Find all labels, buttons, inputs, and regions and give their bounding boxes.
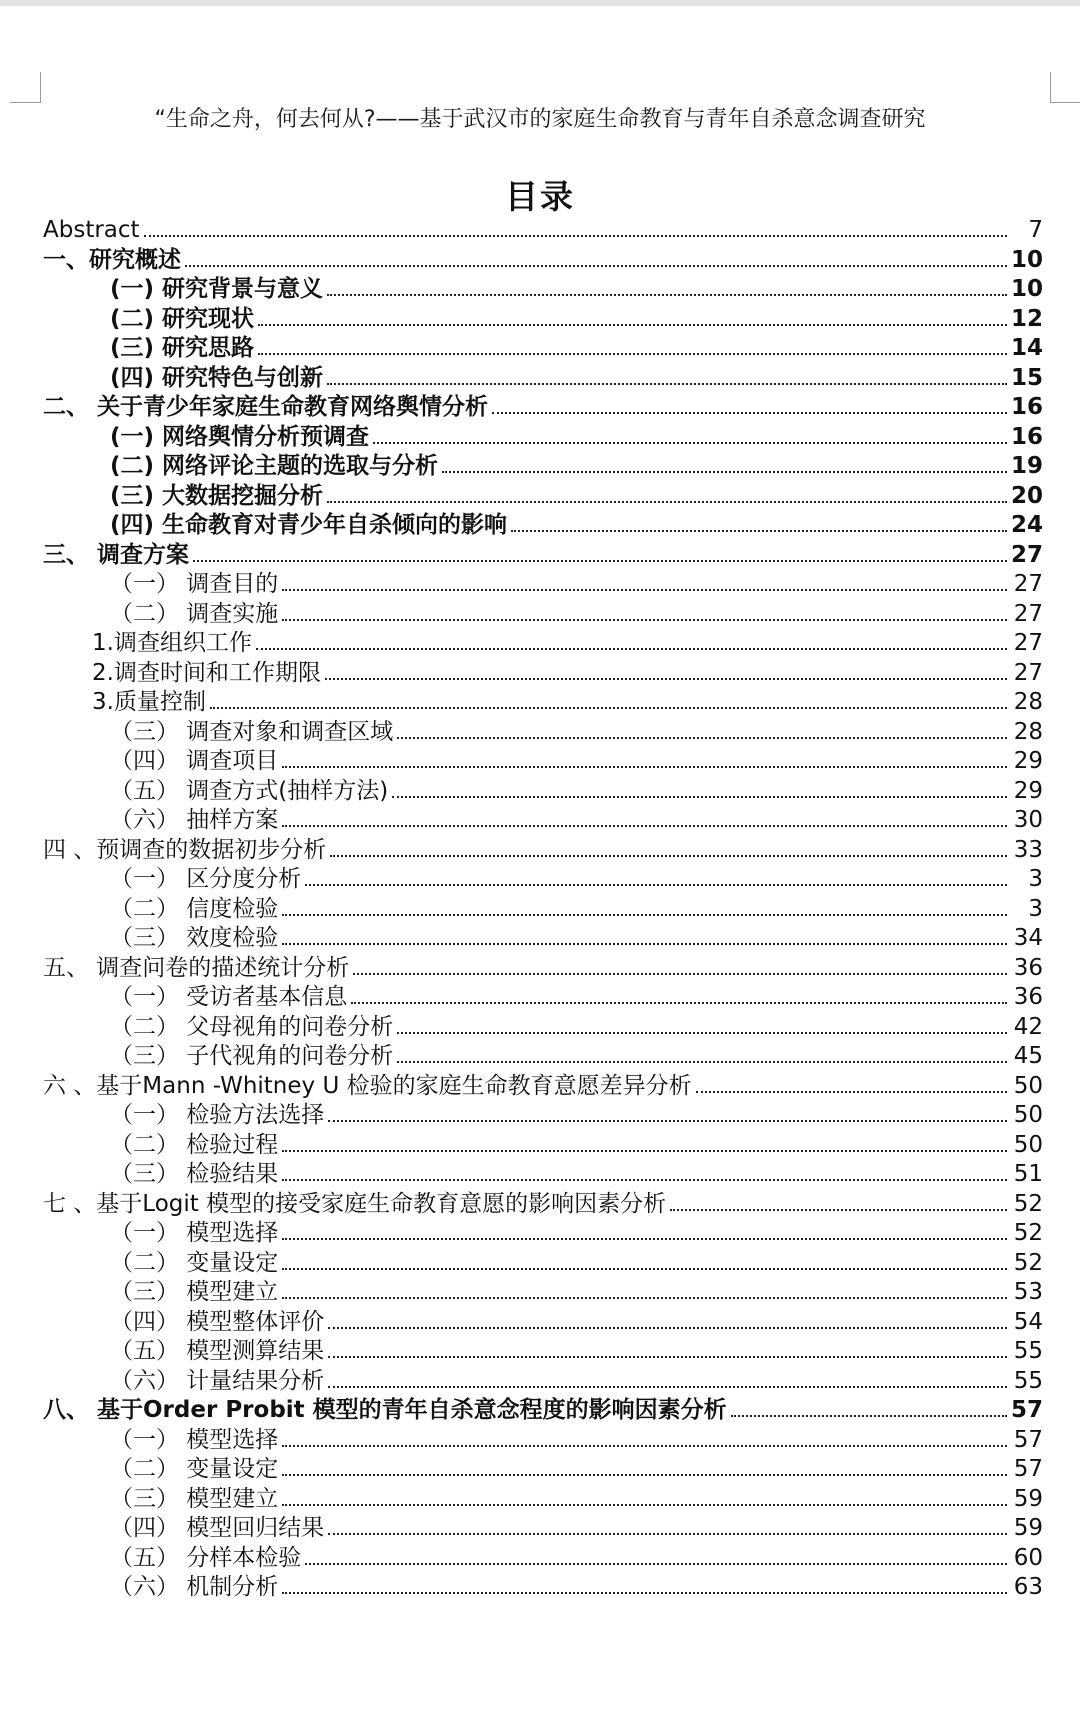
toc-entry[interactable] [0,659,1080,689]
toc-page-number: 34 [1013,925,1043,951]
toc-entry[interactable] [0,1426,1080,1456]
toc-entry-text: （三） 调查对象和调查区域 [110,718,394,745]
toc-leader-dots [282,825,1007,827]
toc-entry[interactable] [0,1278,1080,1308]
toc-leader-dots [282,589,1007,591]
toc-entry-text: （三） 效度检验 [110,925,279,951]
toc-entry-text: 八、 基于Order Probit 模型的青年自杀意念程度的影响因素分析 [43,1397,727,1423]
toc-entry[interactable] [0,305,1080,335]
toc-entry-text: （一） 受访者基本信息 [110,984,348,1010]
toc-page-number: 28 [1013,689,1043,715]
toc-entry-text: (二) 网络评论主题的选取与分析 [110,453,439,479]
toc-entry[interactable] [0,688,1080,718]
toc-entry-text: (四) 研究特色与创新 [110,364,324,391]
toc-page-number: 52 [1013,1190,1043,1217]
toc-page-number: 36 [1013,954,1043,981]
toc-title: 目录 [505,177,575,216]
toc-entry-text: (三) 研究思路 [110,335,255,361]
toc-entry[interactable] [0,983,1080,1013]
toc-entry[interactable] [0,1219,1080,1249]
toc-leader-dots [282,1474,1007,1476]
toc-page-number: 12 [1010,305,1043,332]
toc-entry-text: 六 、基于Mann -Whitney U 检验的家庭生命教育意愿差异分析 [43,1072,692,1099]
toc-entry[interactable] [0,216,1080,246]
toc-page-number: 14 [1010,335,1043,361]
toc-entry[interactable] [0,1396,1080,1426]
toc-leader-dots [327,383,1007,385]
toc-page-number: 54 [1013,1308,1043,1335]
toc-entry[interactable] [0,275,1080,305]
toc-page-number: 16 [1010,423,1043,450]
toc-entry[interactable] [0,364,1080,394]
toc-page-number: 27 [1013,600,1043,627]
toc-entry-text: 1.调查组织工作 [92,630,252,656]
toc-entry-text: （一） 模型选择 [110,1426,279,1453]
toc-entry[interactable] [0,1573,1080,1603]
toc-entry-text: (一) 研究背景与意义 [110,276,324,302]
toc-page-number: 60 [1013,1544,1043,1571]
toc-leader-dots [282,943,1007,945]
toc-page-number: 15 [1010,364,1043,391]
toc-page-number: 51 [1013,1161,1043,1187]
toc-leader-dots [327,294,1007,296]
toc-page-number: 59 [1013,1515,1043,1541]
toc-entry-text: （四） 模型回归结果 [110,1515,325,1541]
toc-entry[interactable] [0,1131,1080,1161]
toc-entry[interactable] [0,806,1080,836]
toc-leader-dots [696,1091,1007,1093]
toc-page-number: 36 [1013,984,1043,1010]
toc-entry-text: （一） 模型选择 [110,1220,279,1246]
toc-leader-dots [305,1563,1007,1565]
toc-leader-dots [258,353,1007,355]
toc-entry[interactable] [0,1072,1080,1102]
toc-page-number: 3 [1028,895,1043,922]
toc-leader-dots [353,973,1007,975]
toc-page-number: 28 [1013,718,1043,745]
toc-page-number: 57 [1010,1397,1043,1423]
toc-entry-text: 三、 调查方案 [43,541,190,568]
toc-leader-dots [397,737,1007,739]
toc-leader-dots [328,1120,1007,1122]
toc-page-number: 30 [1013,807,1043,833]
toc-entry[interactable] [0,1485,1080,1515]
toc-leader-dots [351,1002,1007,1004]
toc-page-number: 50 [1013,1072,1043,1099]
toc-entry-text: 3.质量控制 [92,689,206,715]
toc-entry-text: （六） 抽样方案 [110,807,279,833]
toc-page-number: 19 [1010,453,1043,479]
toc-page-number: 59 [1013,1485,1043,1512]
toc-leader-dots [282,914,1007,916]
toc-leader-dots [397,1032,1007,1034]
toc-entry[interactable] [0,1308,1080,1338]
toc-entry-text: （二） 检验过程 [110,1131,279,1158]
toc-leader-dots [328,1327,1007,1329]
toc-entry-text: （三） 检验结果 [110,1161,279,1187]
toc-leader-dots [328,1533,1007,1535]
toc-page-number: 45 [1013,1043,1043,1069]
toc-leader-dots [193,560,1007,562]
toc-leader-dots [330,855,1007,857]
toc-leader-dots [258,324,1007,326]
toc-leader-dots [328,1386,1007,1388]
toc-entry-text: （四） 模型整体评价 [110,1308,325,1335]
toc-entry-text: 一、研究概述 [43,246,181,273]
toc-entry-text: 二、 关于青少年家庭生命教育网络舆情分析 [43,394,489,420]
toc-entry[interactable] [0,1190,1080,1220]
toc-entry[interactable] [0,423,1080,453]
toc-page-number: 29 [1013,777,1043,804]
toc-entry[interactable] [0,541,1080,571]
toc-leader-dots [256,648,1007,650]
toc-entry-text: 四 、预调查的数据初步分析 [43,836,327,863]
toc-leader-dots [305,884,1007,886]
toc-page-number: 55 [1013,1338,1043,1364]
toc-leader-dots [144,235,1007,237]
crop-mark-left [10,72,41,103]
toc-entry-text: （四） 调查项目 [110,748,279,774]
toc-leader-dots [511,530,1007,532]
toc-entry-text: （一） 检验方法选择 [110,1102,325,1128]
toc-page-number: 24 [1010,512,1043,538]
toc-page-number: 10 [1010,246,1043,273]
viewer-top-bar [0,0,1080,6]
toc-entry-text: （二） 变量设定 [110,1249,279,1276]
toc-entry[interactable] [0,895,1080,925]
toc-entry-text: （三） 子代视角的问卷分析 [110,1043,394,1069]
toc-page-number: 3 [1028,866,1043,892]
toc-page-number: 57 [1013,1426,1043,1453]
toc-leader-dots [328,1356,1007,1358]
toc-entry-text: （五） 调查方式(抽样方法) [110,777,389,804]
toc-leader-dots [282,766,1007,768]
toc-page-number: 16 [1010,394,1043,420]
crop-mark-right [1050,72,1080,103]
toc-entry[interactable] [0,1337,1080,1367]
toc-leader-dots [210,707,1007,709]
toc-page-number: 50 [1013,1131,1043,1158]
toc-page-number: 33 [1013,836,1043,863]
toc-entry[interactable] [0,1013,1080,1043]
toc-page-number: 57 [1013,1456,1043,1482]
toc-entry[interactable] [0,1544,1080,1574]
toc-page-number: 10 [1010,276,1043,302]
toc-entry[interactable] [0,1101,1080,1131]
toc-page-number: 20 [1010,482,1043,509]
toc-entry-text: （二） 调查实施 [110,600,279,627]
toc-leader-dots [282,619,1007,621]
toc-entry[interactable] [0,570,1080,600]
toc-entry[interactable] [0,1455,1080,1485]
toc-leader-dots [282,1592,1007,1594]
toc-entry[interactable] [0,600,1080,630]
toc-entry[interactable] [0,629,1080,659]
toc-entry-text: （一） 区分度分析 [110,866,302,892]
toc-page-number: 63 [1013,1574,1043,1600]
toc-entry-text: （五） 模型测算结果 [110,1338,325,1364]
toc-entry[interactable] [0,924,1080,954]
toc-leader-dots [282,1297,1007,1299]
toc-leader-dots [397,1061,1007,1063]
toc-leader-dots [373,442,1007,444]
toc-entry-text: （五） 分样本检验 [110,1544,302,1571]
toc-entry[interactable] [0,1042,1080,1072]
toc-entry[interactable] [0,334,1080,364]
toc-leader-dots [282,1238,1007,1240]
toc-entry-text: （二） 变量设定 [110,1456,279,1482]
toc-entry[interactable] [0,836,1080,866]
toc-entry-text: （六） 计量结果分析 [110,1367,325,1394]
toc-entry-text: (四) 生命教育对青少年自杀倾向的影响 [110,512,508,538]
toc-leader-dots [442,471,1007,473]
toc-entry-text: （三） 模型建立 [110,1279,279,1305]
toc-entry[interactable] [0,393,1080,423]
toc-entry-text: （三） 模型建立 [110,1485,279,1512]
toc-leader-dots [282,1445,1007,1447]
toc-entry[interactable] [0,1514,1080,1544]
toc-entry[interactable] [0,747,1080,777]
toc-entry[interactable] [0,246,1080,276]
toc-page-number: 52 [1013,1249,1043,1276]
toc-entry[interactable] [0,1160,1080,1190]
toc-entry[interactable] [0,865,1080,895]
toc-entry-text: 七 、基于Logit 模型的接受家庭生命教育意愿的影响因素分析 [43,1190,667,1217]
toc-entry[interactable] [0,1249,1080,1279]
toc-leader-dots [492,412,1007,414]
toc-page-number: 55 [1013,1367,1043,1394]
toc-entry-text: 五、 调查问卷的描述统计分析 [43,954,350,981]
toc-entry[interactable] [0,777,1080,807]
toc-entry[interactable] [0,452,1080,482]
toc-page-number: 53 [1013,1279,1043,1305]
toc-entry-text: (一) 网络舆情分析预调查 [110,423,370,450]
toc-entry[interactable] [0,1367,1080,1397]
toc-leader-dots [282,1179,1007,1181]
toc-entry-text: Abstract [43,217,140,243]
toc-entry-text: (三) 大数据挖掘分析 [110,482,324,509]
toc-page-number: 27 [1013,659,1043,686]
toc-leader-dots [325,678,1007,680]
toc-entry[interactable] [0,718,1080,748]
toc-page-number: 52 [1013,1220,1043,1246]
toc-entry-text: （二） 信度检验 [110,895,279,922]
toc-leader-dots [731,1415,1007,1417]
toc-entry[interactable] [0,954,1080,984]
toc-leader-dots [327,501,1007,503]
toc-page-number: 50 [1013,1102,1043,1128]
toc-entry-text: （六） 机制分析 [110,1574,279,1600]
toc-leader-dots [670,1209,1007,1211]
toc-entry[interactable] [0,482,1080,512]
toc-page-number: 7 [1028,217,1043,243]
toc-leader-dots [392,796,1007,798]
toc-entry-text: (二) 研究现状 [110,305,255,332]
toc-leader-dots [282,1268,1007,1270]
running-header: “生命之舟，何去何从?——基于武汉市的家庭生命教育与青年自杀意念调查研究 [154,107,926,132]
toc-page-number: 27 [1010,541,1043,568]
toc-page-number: 29 [1013,748,1043,774]
toc-page-number: 27 [1013,571,1043,597]
toc-page-number: 27 [1013,630,1043,656]
toc-entry-text: （一） 调查目的 [110,571,279,597]
toc-leader-dots [282,1150,1007,1152]
toc-leader-dots [185,265,1007,267]
toc-entry-text: （二） 父母视角的问卷分析 [110,1013,394,1040]
toc-entry[interactable] [0,511,1080,541]
toc-entry-text: 2.调查时间和工作期限 [92,659,321,686]
toc-page-number: 42 [1013,1013,1043,1040]
table-of-contents [0,216,1080,1603]
toc-leader-dots [282,1504,1007,1506]
